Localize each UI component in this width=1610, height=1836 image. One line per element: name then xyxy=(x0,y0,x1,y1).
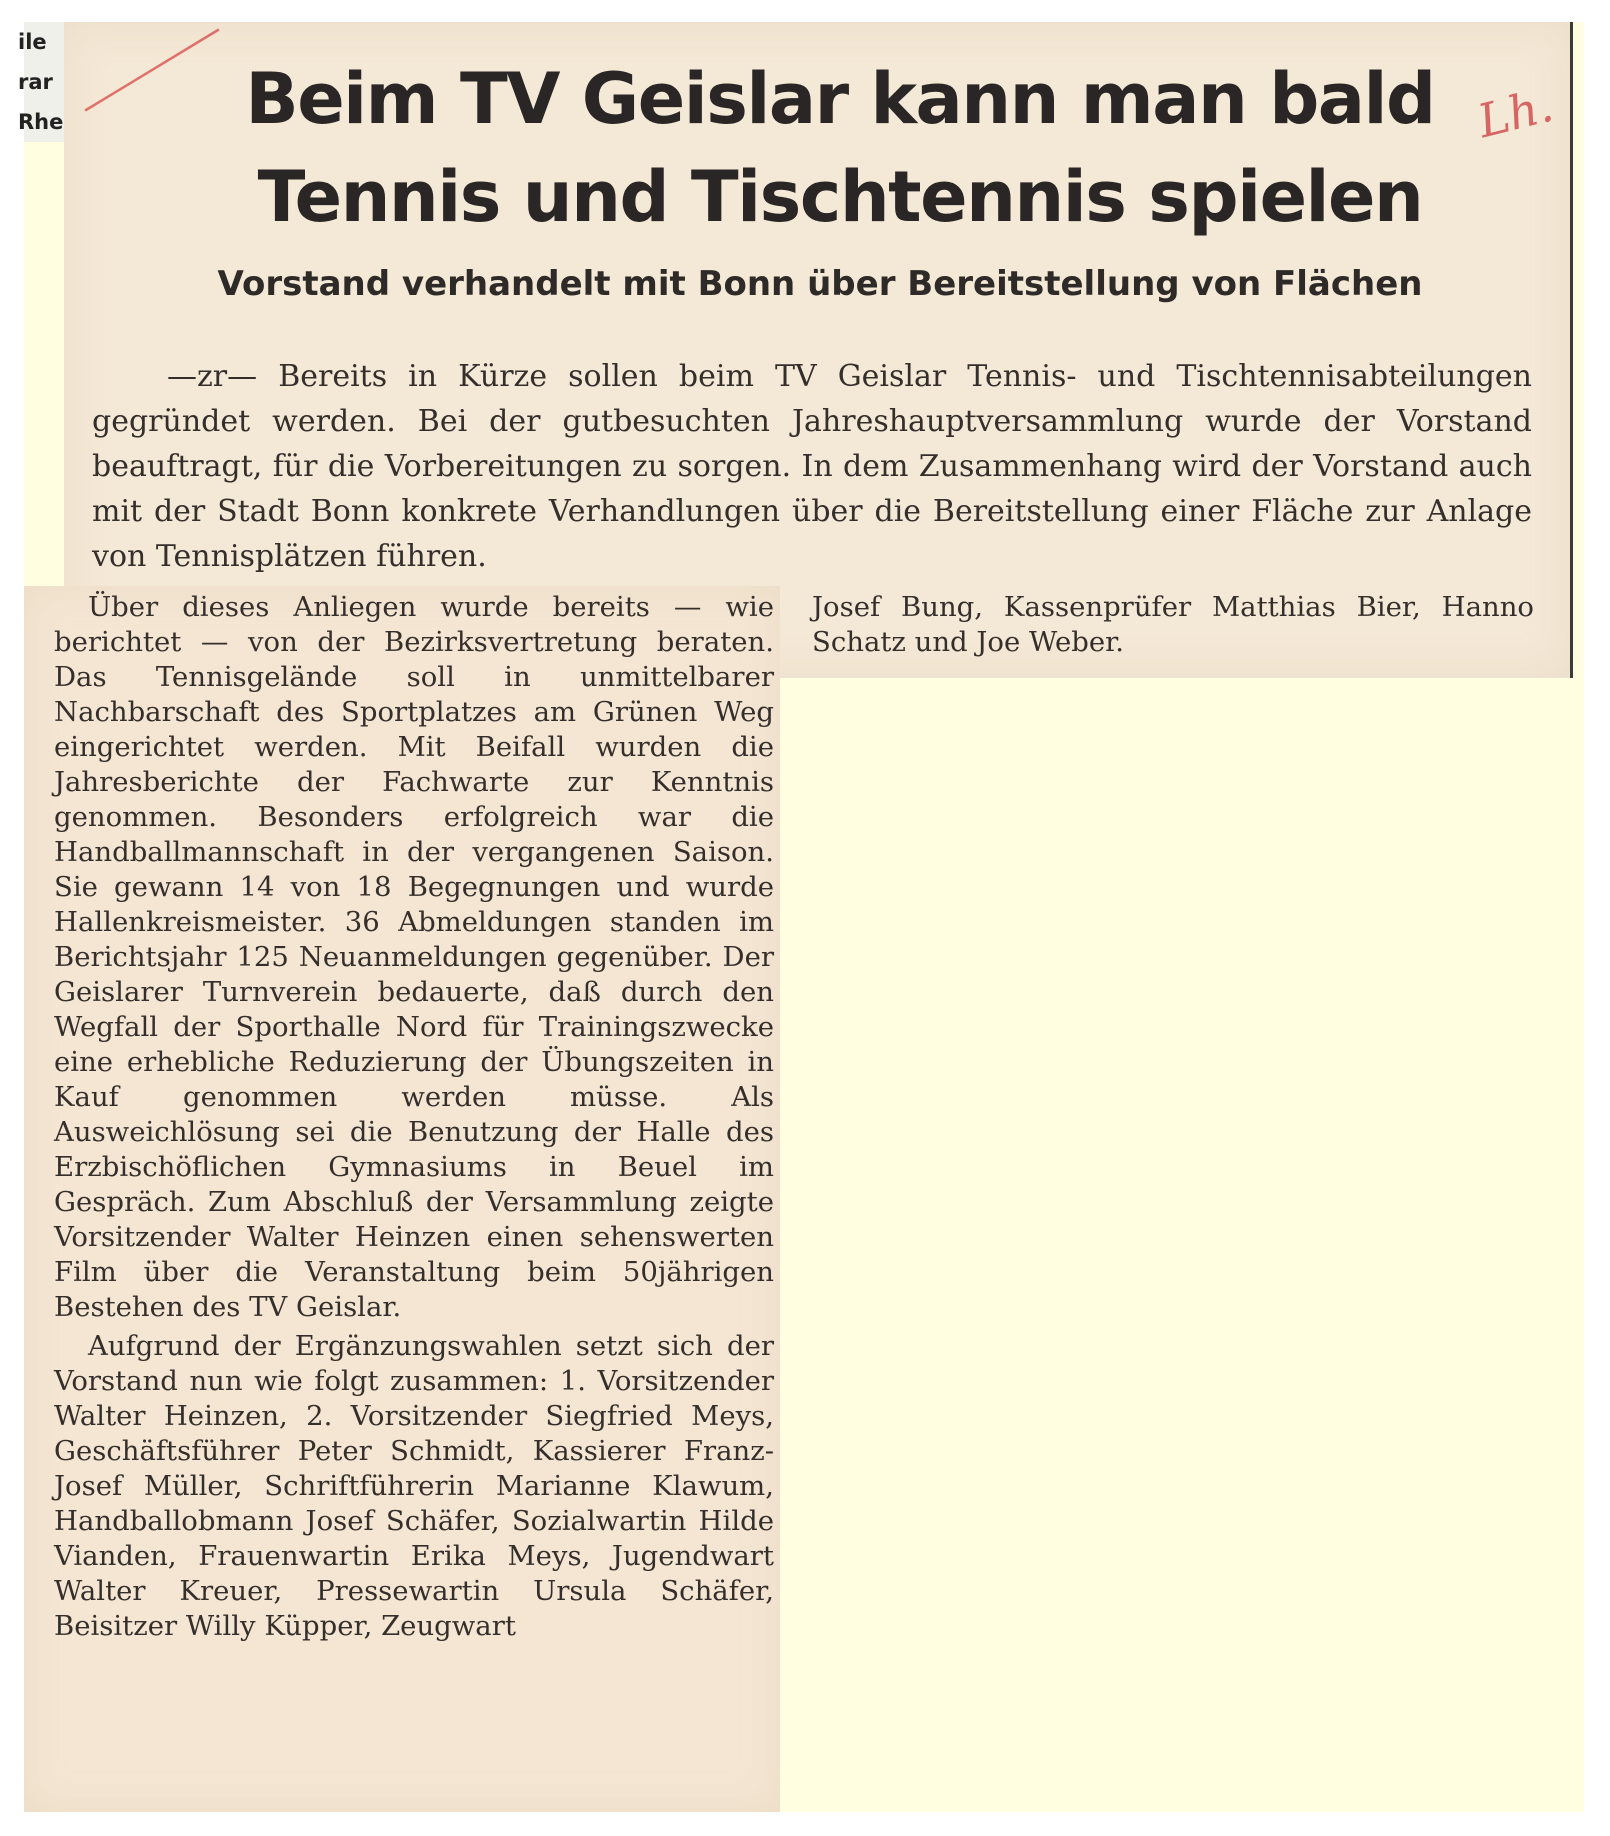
body-paragraph: Aufgrund der Ergänzungswahlen setzt sich der Vorstand nun wie folgt zusammen: 1. Vorsitzender Walter Heinzen, 2. Vorsitzender Siegfried Meys, Geschäftsführer Peter Schmidt, Kassierer Franz-Josef Müller, Schriftführerin Marianne Klawum, Handballobmann Josef Schäfer, Sozialwartin Hilde Vianden, Frauenwartin Erika Meys, Jugendwart Walter Kreuer, Pressewartin Ursula Schäfer, Beisitzer Willy Küpper, Zeugwart xyxy=(54,1330,774,1642)
fragment-line: rar xyxy=(18,70,53,94)
headline-line-2: Tennis und Tischtennis spielen xyxy=(257,156,1423,238)
headline xyxy=(190,50,1490,246)
body-column-left xyxy=(54,590,774,1648)
lead-paragraph: —zr— Bereits in Kürze sollen beim TV Geislar Tennis- und Tischtennisabteilungen gegründet werden. Bei der gutbesuchten Jahreshauptversammlung wurde der Vorstand beauftragt, für die Vorbereitungen zu sorgen. In dem Zusammenhang wird der Vorstand auch mit der Stadt Bonn konkrete Verhandlungen über die Bereitstellung einer Fläche zur Anlage von Tennisplätzen führen. xyxy=(92,359,1532,574)
headline-line-1: Beim TV Geislar kann man bald xyxy=(245,58,1435,140)
body-paragraph: Josef Bung, Kassenprüfer Matthias Bier, Hanno Schatz und Joe Weber. xyxy=(812,591,1534,658)
subheadline: Vorstand verhandelt mit Bonn über Bereitstellung von Flächen xyxy=(217,264,1423,304)
handwritten-initials: Lh. xyxy=(1472,77,1559,149)
body-column-right xyxy=(812,590,1534,660)
body-paragraph: Über dieses Anliegen wurde bereits — wie berichtet — von der Bezirksvertretung beraten. Das Tennisgelände soll in unmittelbarer Nachbarschaft des Sportplatzes am Grünen Weg eingerichtet werden. Mit Beifall wurden die Jahresberichte der Fachwarte zur Kenntnis genommen. Besonders erfolgreich war die Handballmannschaft in der vergangenen Saison. Sie gewann 14 von 18 Begegnungen und wurde Hallenkreismeister. 36 Abmeldungen standen im Berichtsjahr 125 Neuanmeldungen gegenüber. Der Geislarer Turnverein bedauerte, daß durch den Wegfall der Sporthalle Nord für Trainingszwecke eine erhebliche Reduzierung der Übungszeiten in Kauf genommen werden müsse. Als Ausweichlösung sei die Benutzung der Halle des Erzbischöflichen Gymnasiums in Beuel im Gespräch. Zum Abschluß der Versammlung zeigte Vorsitzender Walter Heinzen einen sehenswerten Film über die Veranstaltung beim 50jährigen Bestehen des TV Geislar. xyxy=(54,591,774,1323)
fragment-line: ile xyxy=(18,30,47,54)
neighbor-article-fragment xyxy=(18,22,64,142)
fragment-line: Rhe xyxy=(18,110,64,134)
